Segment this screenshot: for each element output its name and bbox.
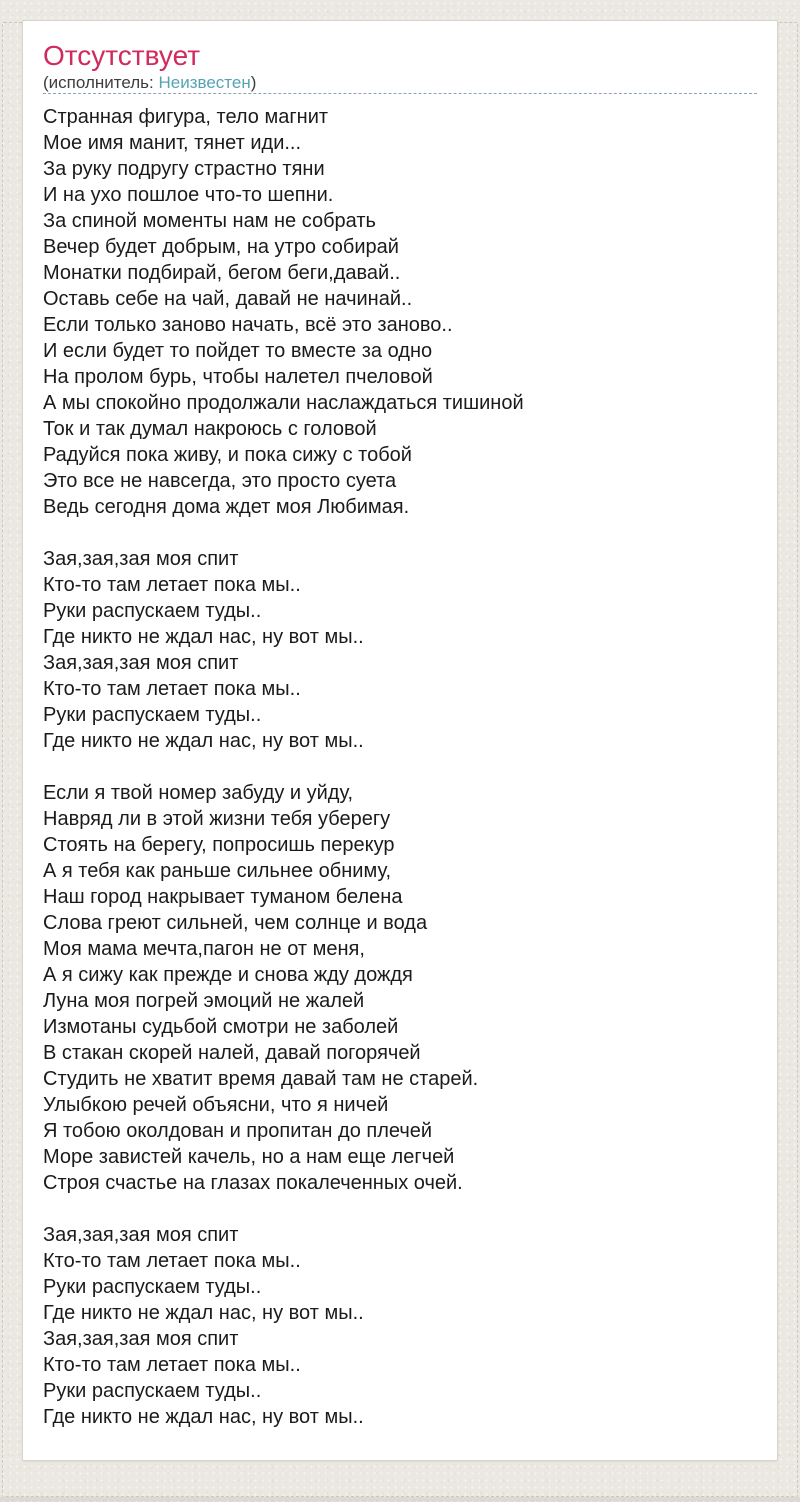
lyric-line: Где никто не ждал нас, ну вот мы.. xyxy=(43,1406,364,1428)
lyric-line: Зая,зая,зая моя спит xyxy=(43,548,239,570)
lyric-line: Руки распускаем туды.. xyxy=(43,1276,262,1298)
lyric-line: А мы спокойно продолжали наслаждаться тишиной xyxy=(43,392,524,414)
lyric-line: На пролом бурь, чтобы налетел пчеловой xyxy=(43,366,433,388)
lyric-line: Кто-то там летает пока мы.. xyxy=(43,1250,301,1272)
lyric-line: Если только заново начать, всё это заново.. xyxy=(43,314,453,336)
lyric-line: Оставь себе на чай, давай не начинай.. xyxy=(43,288,413,310)
lyric-line: Кто-то там летает пока мы.. xyxy=(43,574,301,596)
bottom-edge-shade xyxy=(0,1497,800,1502)
lyric-line: А я сижу как прежде и снова жду дождя xyxy=(43,964,413,986)
lyric-line: А я тебя как раньше сильнее обниму, xyxy=(43,860,392,882)
lyric-line: Ведь сегодня дома ждет моя Любимая. xyxy=(43,496,410,518)
lyric-line: Где никто не ждал нас, ну вот мы.. xyxy=(43,1302,364,1324)
lyric-line: Улыбкою речей объясни, что я ничей xyxy=(43,1094,389,1116)
artist-label-prefix: (исполнитель: xyxy=(43,73,159,92)
lyric-line: Зая,зая,зая моя спит xyxy=(43,1224,239,1246)
lyric-line: И на ухо пошлое что-то шепни. xyxy=(43,184,334,206)
lyric-line: Руки распускаем туды.. xyxy=(43,704,262,726)
lyrics-card xyxy=(22,20,778,1461)
lyric-line: Луна моя погрей эмоций не жалей xyxy=(43,990,365,1012)
stanza xyxy=(43,546,757,754)
song-title: Отсутствует xyxy=(43,40,201,71)
lyric-line: Если я твой номер забуду и уйду, xyxy=(43,782,354,804)
lyric-line: Странная фигура, тело магнит xyxy=(43,106,329,128)
lyric-line: Где никто не ждал нас, ну вот мы.. xyxy=(43,626,364,648)
lyric-line: Море завистей качель, но а нам еще легчей xyxy=(43,1146,455,1168)
lyric-line: Вечер будет добрым, на утро собирай xyxy=(43,236,399,258)
lyric-line: Кто-то там летает пока мы.. xyxy=(43,1354,301,1376)
lyric-line: Измотаны судьбой смотри не заболей xyxy=(43,1016,399,1038)
artist-line xyxy=(43,74,757,94)
lyric-line: Это все не навсегда, это просто суета xyxy=(43,470,397,492)
lyric-line: Я тобою околдован и пропитан до плечей xyxy=(43,1120,433,1142)
artist-link[interactable]: Неизвестен xyxy=(158,73,251,92)
stanza xyxy=(43,104,757,520)
lyric-line: Навряд ли в этой жизни тебя уберегу xyxy=(43,808,391,830)
lyric-line: Кто-то там летает пока мы.. xyxy=(43,678,301,700)
lyric-line: Студить не хватит время давай там не старей. xyxy=(43,1068,479,1090)
lyric-line: Зая,зая,зая моя спит xyxy=(43,652,239,674)
artist-label-suffix: ) xyxy=(250,73,257,92)
lyric-line: Слова греют сильней, чем солнце и вода xyxy=(43,912,428,934)
page-background xyxy=(0,20,800,1502)
lyric-line: Радуйся пока живу, и пока сижу с тобой xyxy=(43,444,412,466)
lyrics-text xyxy=(43,94,757,1430)
lyric-line: Строя счастье на глазах покалеченных очей. xyxy=(43,1172,463,1194)
lyric-line: Моя мама мечта,пагон не от меня, xyxy=(43,938,365,960)
lyric-line: Монатки подбирай, бегом беги,давай.. xyxy=(43,262,401,284)
lyric-line: Ток и так думал накроюсь с головой xyxy=(43,418,377,440)
lyric-line: Где никто не ждал нас, ну вот мы.. xyxy=(43,730,364,752)
lyric-line: Руки распускаем туды.. xyxy=(43,1380,262,1402)
stanza xyxy=(43,780,757,1196)
lyric-line: Руки распускаем туды.. xyxy=(43,600,262,622)
lyric-line: В стакан скорей налей, давай погорячей xyxy=(43,1042,421,1064)
lyric-line: И если будет то пойдет то вместе за одно xyxy=(43,340,433,362)
lyric-line: Зая,зая,зая моя спит xyxy=(43,1328,239,1350)
lyric-line: Наш город накрывает туманом белена xyxy=(43,886,403,908)
lyric-line: Мое имя манит, тянет иди... xyxy=(43,132,302,154)
lyric-line: За спиной моменты нам не собрать xyxy=(43,210,376,232)
stanza xyxy=(43,1222,757,1430)
lyric-line: За руку подругу страстно тяни xyxy=(43,158,325,180)
lyric-line: Стоять на берегу, попросишь перекур xyxy=(43,834,395,856)
